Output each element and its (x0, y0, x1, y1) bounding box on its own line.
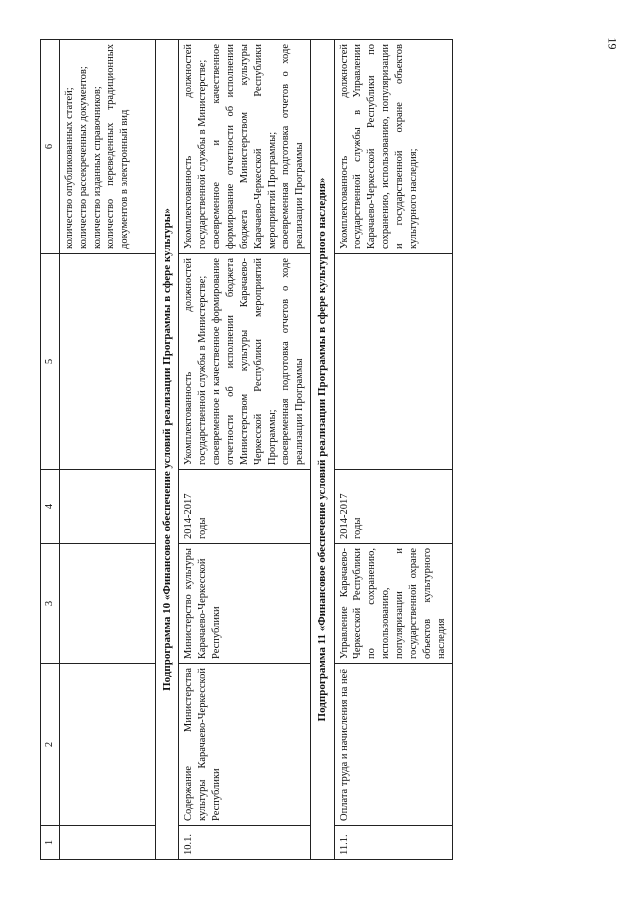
activity-name: Оплата труда и начисления на неё (334, 664, 452, 826)
indicator-line: Укомплектованность должностей государственной службы в Управлении Карачаево-Черкесской Республики по сохранению, использованию, популяризации и государственной охране объектов культурного наследия; (338, 44, 419, 249)
indicators-cell (179, 40, 311, 254)
column-header-1: 1 (41, 826, 60, 860)
activity-name: Содержание Министерства культуры Карачаево-Черкесской Республики (179, 664, 311, 826)
cell-empty (59, 664, 155, 826)
row-number: 11.1. (334, 826, 452, 860)
row-number: 10.1. (179, 826, 311, 860)
expected-result-cell (334, 254, 452, 470)
rotated-table-page (40, 40, 580, 860)
column-number-row (41, 40, 60, 860)
column-header-6: 6 (41, 40, 60, 254)
section-heading-row (311, 40, 335, 860)
indicator-line: своевременная подготовка отчетов о ходе реализации Программы (280, 44, 306, 249)
column-header-4: 4 (41, 470, 60, 544)
program-table (40, 39, 453, 860)
period: 2014-2017 годы (179, 470, 311, 544)
cell-empty (59, 826, 155, 860)
indicator-line: количество опубликованных статей; (63, 87, 75, 249)
column-header-2: 2 (41, 664, 60, 826)
indicators-cell (59, 40, 155, 254)
column-header-5: 5 (41, 254, 60, 470)
indicator-line: количество переведенных традиционных документов в электронный вид (105, 44, 131, 249)
expected-result-cell (179, 254, 311, 470)
table-row (334, 40, 452, 860)
indicator-line: количество рассекреченных документов; (77, 66, 89, 249)
executor: Управление Карачаево-Черкесской Республики по сохранению, использованию, популяризации и государственной охране объектов культурного наследия (334, 544, 452, 664)
executor: Министерство культуры Карачаево-Черкесской Республики (179, 544, 311, 664)
result-line: своевременное и качественное формирование отчетности об исполнении бюджета Министерством культуры Карачаево-Черкесской Республики мероприятий Программы; (211, 258, 278, 465)
result-line: своевременная подготовка отчетов о ходе реализации Программы (280, 258, 306, 465)
section-heading-row (155, 40, 179, 860)
indicator-line: своевременное и качественное формирование отчетности об исполнении бюджета Министерством культуры Карачаево-Черкесской Республики мероприятий Программы; (211, 44, 278, 249)
period: 2014-2017 годы (334, 470, 452, 544)
indicator-line: количество изданных справочников; (91, 86, 103, 249)
cell-empty (59, 254, 155, 470)
cell-empty (59, 470, 155, 544)
indicators-cell (334, 40, 452, 254)
indicator-line: Укомплектованность должностей государственной службы в Министерстве; (183, 44, 209, 249)
result-line: Укомплектованность должностей государственной службы в Министерстве; (183, 258, 209, 465)
table-row (179, 40, 311, 860)
section-heading: Подпрограмма 11 «Финансовое обеспечение условий реализации Программы в сфере культурного наследия» (311, 40, 335, 860)
section-heading: Подпрограмма 10 «Финансовое обеспечение условий реализации Программы в сфере культуры» (155, 40, 179, 860)
page-number: 19 (605, 37, 620, 50)
column-header-3: 3 (41, 544, 60, 664)
table-row-continued (59, 40, 155, 860)
cell-empty (59, 544, 155, 664)
